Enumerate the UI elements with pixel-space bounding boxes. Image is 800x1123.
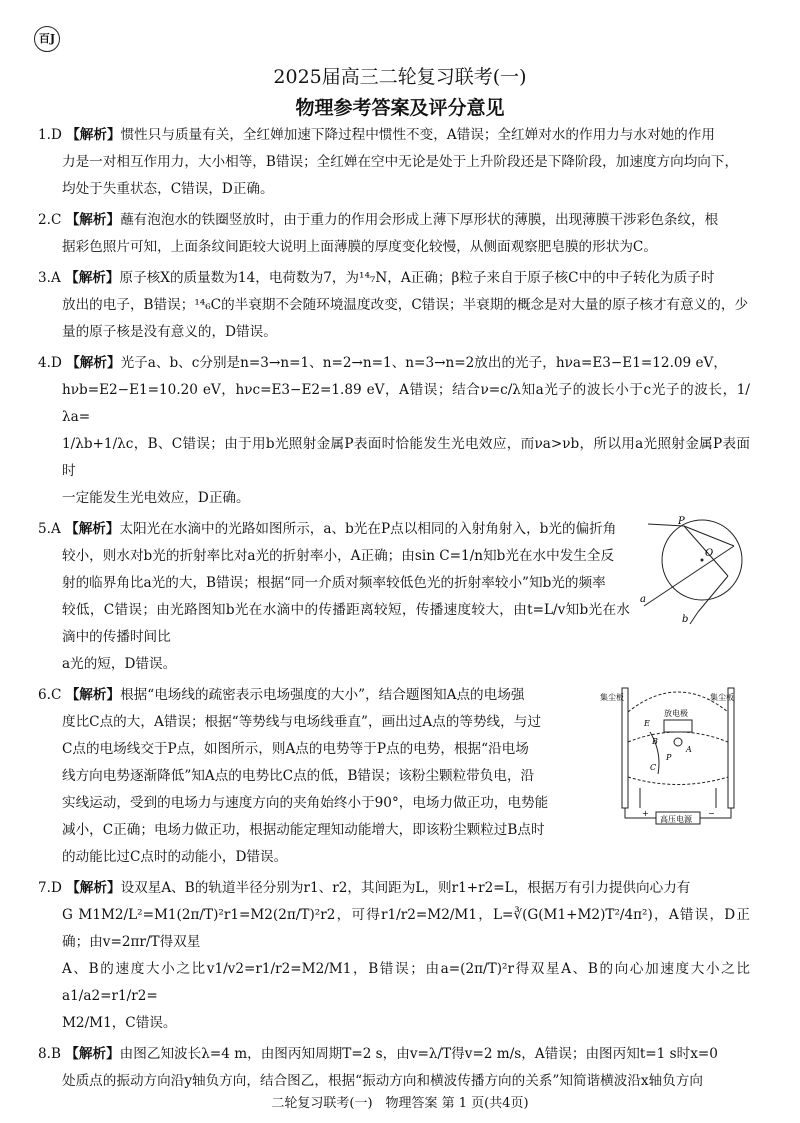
answer-line: 实线运动，受到的电场力与速度方向的夹角始终小于90°，电场力做正功，电势能 bbox=[62, 795, 549, 811]
answer-item-4 bbox=[38, 350, 750, 512]
answer-line: 光子a、b、c分别是n=3→n=1、n=2→n=1、n=3→n=2放出的光子，hνa=E3−E1=12.09 eV， bbox=[120, 355, 727, 371]
answer-line: 射的临界角比a光的大，B错误；根据“同一介质对频率较低色光的折射率较小”知b光的频率 bbox=[62, 575, 606, 591]
answer-line: 均处于失重状态，C错误，D正确。 bbox=[62, 181, 274, 197]
analysis-tag: 【解析】 bbox=[65, 687, 121, 703]
answer-item-7 bbox=[38, 875, 750, 1037]
answer-number: 3.A bbox=[38, 270, 61, 286]
answer-number: 2.C bbox=[38, 212, 62, 228]
analysis-tag: 【解析】 bbox=[65, 1046, 120, 1062]
page-title: 2025届高三二轮复习联考(一) bbox=[273, 66, 527, 88]
answer-line: 处质点的振动方向沿y轴负方向，结合图乙，根据“振动方向和横波传播方向的关系”知简谐横波沿x轴负方向 bbox=[62, 1073, 703, 1089]
analysis-tag: 【解析】 bbox=[65, 521, 120, 537]
answer-line: 据彩色照片可知，上面条纹间距较大说明上面薄膜的厚度变化较慢，从侧面观察肥皂膜的形状为C。 bbox=[62, 239, 657, 255]
answer-line: 较小，则水对b光的折射率比对a光的折射率小，A正确；由sin C=1/n知b光在水中发生全反 bbox=[62, 548, 615, 564]
figure-label: a bbox=[640, 594, 646, 605]
analysis-tag: 【解析】 bbox=[66, 127, 121, 143]
answer-item-3 bbox=[38, 265, 750, 346]
electrode-label: 放电极 bbox=[664, 709, 688, 718]
point-label: A bbox=[686, 745, 692, 754]
answer-line: 的动能比过C点时的动能小，D错误。 bbox=[62, 849, 288, 865]
answer-number: 1.D bbox=[38, 127, 62, 143]
page-subtitle: 物理参考答案及评分意见 bbox=[295, 97, 505, 119]
answer-number: 6.C bbox=[38, 687, 62, 703]
answer-line: 量的原子核是没有意义的，D错误。 bbox=[62, 324, 277, 340]
answer-item-6 bbox=[38, 682, 750, 871]
answer-line: 减小，C正确；电场力做正功，根据动能定理知动能增大，即该粉尘颗粒过B点时 bbox=[62, 822, 545, 838]
answer-item-8 bbox=[38, 1041, 750, 1095]
point-label: P bbox=[666, 753, 672, 762]
answer-line: 1/λb+1/λc，B、C错误；由于用b光照射金属P表面时恰能发生光电效应，而νa>νb，所以用a光照射金属P表面时 bbox=[62, 436, 750, 479]
figure-label: P bbox=[678, 516, 685, 527]
point-label: B bbox=[652, 737, 658, 746]
answer-number: 5.A bbox=[38, 521, 61, 537]
answer-line: 较低，C错误；由光路图知b光在水滴中的传播距离较短，传播速度较大，由t=L/v知b光在水滴中的传播时间比 bbox=[62, 602, 630, 645]
analysis-tag: 【解析】 bbox=[66, 880, 121, 896]
answer-line: C点的电场线交于P点，如图所示，则A点的电势等于P点的电势，根据“沿电场 bbox=[62, 741, 529, 757]
answer-line: 力是一对相互作用力，大小相等，B错误；全红婵在空中无论是处于上升阶段还是下降阶段，加速度方向均向下， bbox=[62, 154, 739, 170]
answer-line: 度比C点的大，A错误；根据“等势线与电场线垂直”，画出过A点的等势线，与过 bbox=[62, 714, 541, 730]
answer-line: M2/M1，C错误。 bbox=[62, 1015, 177, 1031]
analysis-tag: 【解析】 bbox=[66, 355, 121, 371]
answer-line: 太阳光在水滴中的光路如图所示，a、b光在P点以相同的入射角射入，b光的偏折角 bbox=[119, 521, 617, 537]
minus-sign: − bbox=[708, 809, 715, 818]
answer-item-2 bbox=[38, 207, 750, 261]
answer-line: hνb=E2−E1=10.20 eV，hνc=E3−E2=1.89 eV，A错误；结合ν=c/λ知a光子的波长小于c光子的波长，1/λa= bbox=[62, 382, 750, 425]
answer-item-5 bbox=[38, 516, 750, 678]
answer-line: 线方向电势逐渐降低”知A点的电势比C点的低，B错误；该粉尘颗粒带负电，沿 bbox=[62, 768, 535, 784]
answer-number: 8.B bbox=[38, 1046, 61, 1062]
left-plate-label: 集尘板 bbox=[600, 693, 624, 702]
answer-line: 放出的电子，B错误；¹⁴₆C的半衰期不会随环境温度改变，C错误；半衰期的概念是对大量的原子核才有意义的，少 bbox=[62, 297, 749, 313]
answer-number: 4.D bbox=[38, 355, 62, 371]
answer-line: A、B的速度大小之比v1/v2=r1/r2=M2/M1，B错误；由a=(2π/T)²r得双星A、B的向心加速度大小之比a1/a2=r1/r2= bbox=[62, 961, 750, 1004]
plus-sign: + bbox=[642, 809, 649, 818]
power-label: 高压电源 bbox=[660, 815, 692, 824]
answer-line: 根据“电场线的疏密表示电场强度的大小”，结合题图知A点的电场强 bbox=[120, 687, 525, 703]
analysis-tag: 【解析】 bbox=[65, 270, 120, 286]
answer-line: 蘸有泡泡水的铁圈竖放时，由于重力的作用会形成上薄下厚形状的薄膜，出现薄膜干涉彩色条纹，根 bbox=[120, 212, 719, 228]
answer-line: 设双星A、B的轨道半径分别为r1、r2，其间距为L，则r1+r2=L，根据万有引力提供向心力有 bbox=[120, 880, 691, 896]
figure-label: O bbox=[705, 548, 714, 559]
analysis-tag: 【解析】 bbox=[65, 212, 121, 228]
figure-label: b bbox=[682, 614, 689, 625]
right-plate-label: 集尘板 bbox=[710, 693, 734, 702]
answer-line: 惯性只与质量有关，全红婵加速下降过程中惯性不变，A错误；全红婵对水的作用力与水对她的作用 bbox=[120, 127, 715, 143]
answer-line: 原子核X的质量数为14，电荷数为7，为¹⁴₇N，A正确；β粒子来自于原子核C中的中子转化为质子时 bbox=[119, 270, 715, 286]
answer-line: 一定能发生光电效应，D正确。 bbox=[62, 490, 250, 506]
answer-line: G M1M2/L²=M1(2π/T)²r1=M2(2π/T)²r2，可得r1/r2=M2/M1，L=∛(G(M1+M2)T²/4π²)，A错误，D正确；由v=2πr/T得双星 bbox=[62, 907, 750, 950]
answer-line: 由图乙知波长λ=4 m，由图丙知周期T=2 s，由v=λ/T得v=2 m/s，A错误；由图丙知t=1 s时x=0 bbox=[119, 1046, 718, 1062]
point-label: E bbox=[644, 719, 650, 728]
page-footer: 二轮复习联考(一) 物理答案 第 1 页(共4页) bbox=[271, 1096, 529, 1111]
answer-line: a光的短，D错误。 bbox=[62, 656, 177, 672]
water-droplet-figure bbox=[638, 516, 750, 626]
point-label: C bbox=[650, 763, 657, 772]
dust-collector-figure bbox=[600, 682, 750, 832]
answer-item-1 bbox=[38, 122, 750, 203]
logo-mark: 百J bbox=[34, 26, 60, 52]
answer-number: 7.D bbox=[38, 880, 62, 896]
answer-list bbox=[38, 122, 750, 1099]
